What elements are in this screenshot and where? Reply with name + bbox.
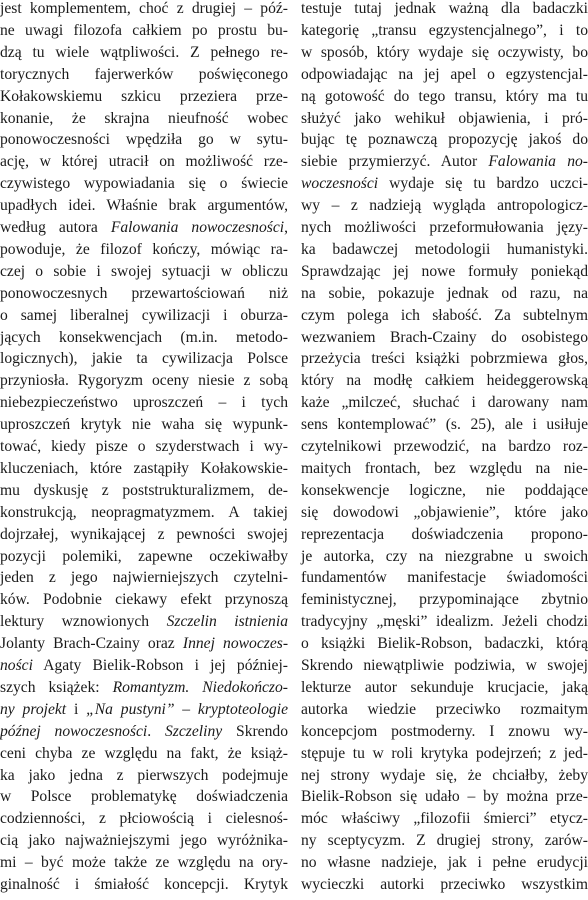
text-line: szych książek: Romantyzm. Niedokończo- [0, 678, 288, 696]
text-line: siebie przymierzyć. Autor Falowania no- [301, 153, 588, 171]
text-line: reprezentacja doświadczenia propono- [301, 525, 588, 543]
text-line: lekturze autor sekunduje krucjacie, jaką [301, 678, 588, 696]
text-line: codzienności, z płciowością i cielesnoś- [0, 810, 288, 828]
text-line: ka jako jedna z pierwszych podejmuje [0, 766, 288, 784]
text-line: tować, kiedy pisze o szyderstwach i wy- [0, 438, 288, 455]
text-line: móc właściwy „filozofii śmierci” etycz- [301, 810, 588, 828]
text-line: konanie, że skrajna nieufność wobec [0, 109, 288, 127]
text-line: według autora Falowania nowoczesności, [0, 219, 288, 236]
text-line: autorka wiedzie przeciwko rozmaitym [301, 700, 588, 718]
text-line: Kołakowskiemu szkicu przeziera prze- [0, 87, 288, 105]
text-line: ny sceptycyzm. Z drugiej strony, zarów- [301, 832, 588, 850]
text-line: dzą tu wiele wątpliwości. Z pełnego re- [0, 43, 288, 61]
text-line: czywistego wypowiadania się o świecie [0, 175, 288, 193]
text-line: Bielik-Robson się udało – by można prze- [301, 788, 588, 806]
text-line: torycznych fajerwerków poświęconego [0, 65, 288, 83]
text-line: woczesności wydaje się tu bardzo uczci- [301, 175, 588, 193]
text-line: o książki Bielik-Robson, badaczki, którą [301, 635, 588, 653]
text-line: ne uwagi filozofa całkiem po prostu bu- [0, 21, 288, 39]
text-line: sens kontemplować” (s. 25), ale i usiłuje [301, 416, 588, 434]
text-line: ację, w której utracił on możliwość rze- [0, 153, 288, 171]
text-line: ka badawczej metodologii humanistyki. [301, 240, 588, 258]
text-line: kluczeniach, które zastąpiły Kołakowskie- [0, 459, 288, 477]
text-line: ków. Podobnie ciekawy efekt przynoszą [0, 591, 288, 609]
text-line: tradycyjny „męski” idealizm. Jeżeli chodzi [301, 613, 588, 631]
text-line: kategorię „transu egzystencjalnego”, i to [301, 21, 588, 39]
text-line: przeżycia treści książki pobrzmiewa głos, [301, 350, 588, 368]
text-line: w sposób, który wydaje się oczywisty, bo [301, 43, 588, 61]
text-line: Sprawdzając jej nowe formuły poniekąd [301, 262, 588, 280]
text-line: odpowiadając na jej apel o egzystencjal- [301, 65, 588, 83]
text-line: który na modłę całkiem heideggerowską [301, 372, 588, 390]
text-line: ponowoczesności wpędziła go w sytu- [0, 131, 288, 149]
text-line: testuje tutaj jednak ważną dla badaczki [301, 0, 588, 17]
text-line: bując tę poznawczą propozycję jakoś do [301, 131, 588, 149]
text-line: lektury wznowionych Szczelin istnienia [0, 613, 288, 631]
text-line: feministycznej, przypominające zbytnio [301, 591, 588, 609]
text-line: ny projekt i „Na pustyni” – kryptoteologie [0, 700, 288, 718]
text-line: Jolanty Brach-Czainy oraz Innej nowoczes- [0, 635, 289, 653]
text-line: czytelnikowi przewodzić, na bardzo roz- [301, 438, 588, 455]
text-line: nej strony wydaje się, że chciałby, żeby [301, 766, 588, 784]
text-line: niebezpieczeństwo uproszczeń – i tych [0, 394, 288, 412]
text-line: ponowoczesnych przewartościowań niż [0, 284, 288, 302]
text-line: jeden z jego najwierniejszych czytelni- [0, 569, 288, 587]
text-line: jest komplementem, choć z drugiej – póź- [0, 0, 288, 17]
text-line: każe „milczeć, słuchać i darowany nam [301, 394, 588, 412]
text-line: dojrzałej, wynikającej z pewności swojej [0, 525, 288, 543]
text-line: późnej nowoczesności. Szczeliny Skrendo [0, 722, 288, 740]
text-line: ną gotowość do tego transu, który ma tu [301, 87, 588, 105]
text-line: czym polega ich słabość. Za subtelnym [301, 306, 588, 324]
text-line: czej o sobie i swojej sytuacji w obliczu [0, 262, 288, 280]
text-line: służyć jako wehikuł objawienia, i pró- [301, 109, 588, 127]
text-line: fundamentów manifestacje świadomości [301, 569, 588, 587]
text-line: wy – z nadzieją wygląda antropologicz- [301, 197, 588, 215]
text-line: na sobie, pokazuje jednak od razu, na [301, 284, 588, 302]
text-line: Skrendo niewątpliwie podziwia, w swojej [301, 657, 588, 674]
text-line: uproszczeń krytyk nie waha się wypunk- [0, 416, 288, 434]
text-line: maitych frontach, bez względu na nie- [301, 459, 588, 477]
text-line: logicznych), jakie ta cywilizacja Polsce [0, 350, 288, 368]
text-line: o samej liberalnej cywilizacji i oburza- [0, 306, 288, 324]
text-line: pozycji polemiki, zapewne oczekiwałby [0, 547, 288, 565]
text-line: cią jako najważniejszymi jego wyróżnika- [0, 832, 288, 850]
text-line: koncepcjom postmoderny. I znowu wy- [301, 722, 588, 740]
text-line: powoduje, że filozof kończy, mówiąc ra- [0, 240, 288, 258]
text-line: konstrukcją, neopragmatyzmem. A takiej [0, 503, 288, 521]
text-line: ności Agaty Bielik-Robson i jej później- [0, 657, 288, 674]
text-line: upadłych idei. Właśnie brak argumentów, [0, 197, 288, 215]
text-line: je autorka, czy na niezgrabne u swoich [301, 547, 588, 565]
text-line: w Polsce problematykę doświadczenia [0, 788, 288, 806]
text-line: ceni chyba ze względu na fakt, że książ- [0, 744, 288, 762]
text-line: ginalność i śmiałość koncepcji. Krytyk [0, 876, 288, 893]
text-line: się dowodowi „objawienie”, które jako [301, 503, 588, 521]
text-line: wezwaniem Brach-Czainy do osobistego [301, 328, 588, 346]
text-line: nych możliwości przeformułowania języ- [301, 219, 588, 236]
text-line: jących konsekwencjach (m.in. metodo- [0, 328, 288, 346]
text-line: wycieczki autorki przeciwko wszystkim [301, 876, 588, 893]
text-line: mi – być może także ze względu na ory- [0, 854, 288, 872]
text-line: konsekwencje logiczne, nie poddające [301, 481, 588, 499]
text-line: mu dyskusję z poststrukturalizmem, de- [0, 481, 288, 499]
text-line: no własne nadzieje, jak i pełne erudycji [301, 854, 588, 872]
text-line: stępuje tu w roli krytyka podejrzeń; z jed- [301, 744, 588, 762]
text-line: przyniosła. Rygoryzm oceny niesie z sobą [0, 372, 288, 390]
